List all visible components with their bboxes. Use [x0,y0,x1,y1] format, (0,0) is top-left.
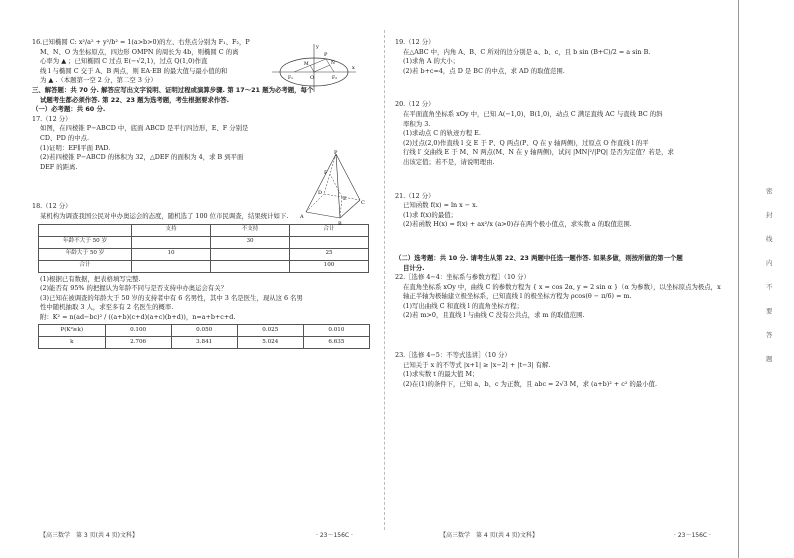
q21-line-1: 21.（12 分） [395,191,435,200]
right-page [395,38,725,389]
page-divider [384,30,385,530]
q19-line-1: 19.（12 分） [395,38,435,46]
q17-line-2: 如图，在四棱锥 P−ABCD 中，底面 ABCD 是平行四边形，E、F 分别是 [40,124,249,133]
fig1-o: O [310,75,315,81]
fig2-b: B [338,221,342,226]
q20-line-3: 率积为 3. [403,119,431,128]
q20-line-4: (1)求动点 C 的轨迹方程 E. [403,129,481,138]
q20-line-5: (2)过点(2,0)作直线 l 交 E 于 P、Q 两点(P、Q 在 y 轴两侧)，过原点 O 作直线 l 的平 [403,138,649,147]
q17-line-4: (1)证明：EF∥平面 PAD. [40,143,111,152]
table2-r3: 5.024 [237,337,303,349]
q19-line-3: (1)求角 A 的大小； [403,57,460,66]
footer-left-code: · 23－156C · [316,532,353,539]
table2-h3: 0.025 [237,325,303,337]
table2-r4: 6.635 [303,337,369,349]
table1-r1c0: 年龄大于 50 岁 [39,248,132,260]
seal-char-6: 要 [766,307,773,315]
fig1-n: N [331,61,335,66]
q20-line-1: 20.（12 分） [395,100,435,109]
pyramid-figure [298,150,368,226]
survey-table [38,224,369,273]
q18-sub-3: (3)已知在被调查的年龄大于 50 岁的支持者中有 6 名男性，其中 3 名是医生，现从这 6 名男 [40,293,303,302]
required-title: （一）必考题：共 60 分. [32,105,106,114]
q18-sub-2: (2)能否有 95% 的把握认为年龄不同与是否支持申办奥运会有关？ [40,284,228,293]
section-3-note: 试题考生都必须作答. 第 22、23 题为选考题，考生根据要求作答. [40,95,230,104]
seal-char-7: 答 [766,331,773,339]
q17-line-1: 17.（12 分） [32,114,72,123]
fig1-f1: F₁ [288,76,293,81]
q16-line-1: 16.已知椭圆 C: x²/a² + y²/b² = 1(a>b>0)的左、右焦点分别为 F₁、F₂，P [32,38,250,46]
table1-r0c3 [290,236,369,248]
table2-r0: k [39,337,106,349]
fig1-p: P [324,52,328,58]
seal-char-3: 线 [766,235,773,243]
elective-title: （二）选考题：共 10 分. 请考生从第 22、23 两题中任选一题作答. 如果多做，则按所做的第一个题 [395,253,683,262]
table1-r1c1: 10 [132,248,211,260]
table2-h2: 0.050 [171,325,237,337]
table1-h0 [39,224,132,236]
footer-right: 【高三数学 第 4 页(共 4 页)文科】 [440,532,538,539]
table2-h1: 0.100 [105,325,171,337]
q16-line-5: 为 ▲ .（本题第一空 2 分，第二空 3 分） [40,76,157,85]
q18-sub-3b: 性中随机抽取 3 人，求至多有 2 名医生的概率. [40,303,174,312]
table1-r1c3: 25 [290,248,369,260]
fig2-e: E [343,196,347,202]
q19-line-2: 在△ABC 中，内角 A、B、C 所对的边分别是 a、b、c，且 b sin (B+C)/2 = a sin B. [403,47,651,56]
q17-line-3: CD、PD 的中点. [40,133,90,142]
q20-line-2: 在平面直角坐标系 xOy 中，已知 A(−1,0)，B(1,0)，动点 C 满足直线 AC 与直线 BC 的斜 [403,109,663,118]
q18-line-2: 某机构为调查我国公民对申办奥运会的态度，随机选了 100 位市民调查，结果统计如下. [40,211,289,220]
seal-char-2: 封 [766,211,773,219]
table1-r1c2 [211,248,290,260]
table1-r2c3: 100 [290,260,369,272]
q17-line-5: (2)若四棱锥 P−ABCD 的体积为 32，△DEF 的面积为 4，求 B 到平面 [40,153,244,162]
q18-sub-1: (1)根据已有数据，把表格填写完整. [40,274,141,283]
fig1-m: M [304,62,309,67]
table1-h2: 不支持 [211,224,290,236]
fig2-d: D [318,190,323,196]
q22-line-3: 轴正半轴为极轴建立极坐标系，已知直线 l 的极坐标方程为 ρcos(θ − π/6) = m. [403,292,632,301]
fig1-f2: F₂ [332,76,337,81]
table1-r2c0: 合计 [39,260,132,272]
q22-line-1: 22.［选修 4−4：坐标系与参数方程］（10 分） [395,273,530,282]
table2-h4: 0.010 [303,325,369,337]
seal-char-5: 不 [766,283,773,291]
q22-line-5: (2)若 m>0，且直线 l 与曲线 C 没有公共点，求 m 的取值范围. [403,311,585,320]
q22-line-2: 在直角坐标系 xOy 中，曲线 C 的参数方程为 { x = cos 2α, y = 2 sin α }（α 为参数），以坐标原点为极点，x [403,282,721,291]
fig1-x: x [352,65,355,71]
table1-h3: 合计 [290,224,369,236]
fig2-a: A [300,214,304,220]
elective-title-2: 目计分. [403,263,425,272]
q21-line-2: 已知函数 f(x) = ln x − x. [403,201,478,210]
q16-line-4: 线 l 与椭圆 C 交于 A、B 两点，则 EA·EB 的最大值与最小值的和 [40,66,228,75]
q18-line-1: 18.（12 分） [32,202,72,211]
q21-line-4: (2)若函数 H(x) = f(x) + ax²/x (a>0)存在两个极小值点，求实数 a 的取值范围. [403,220,632,229]
table2-h0: P(K²≥k) [39,325,106,337]
footer-left: 【高三数学 第 3 页(共 4 页)文科】 [40,532,138,539]
q23-line-1: 23.［选修 4−5：不等式选讲］（10 分） [395,351,511,360]
table2-r1: 2.706 [105,337,171,349]
table1-h1: 支持 [132,224,211,236]
table1-r0c0: 年龄不大于 50 岁 [39,236,132,248]
q20-line-7: 出该定值；若不是，请说明理由. [403,157,495,166]
critical-value-table [38,324,370,349]
seal-char-4: 内 [766,259,773,267]
q16-line-3: 心率为 ▲ ；已知椭圆 C 过点 E(−√2,1)，过点 Q(1,0)作直 [40,57,208,66]
binding-strip [738,0,794,558]
table1-r0c1 [132,236,211,248]
footer-right-code: · 23－156C · [674,532,711,539]
ellipse-figure [268,40,360,96]
q23-line-3: (1)求实数 t 的最大值 M； [403,370,479,379]
q23-line-4: (2)在(1)的条件下，已知 a、b、c 为正数，且 abc = 2√3 M，求 (a+b)² + c² 的最小值. [403,379,658,388]
q21-line-3: (1)求 f(x)的最值； [403,210,457,219]
fig2-c: C [361,200,365,206]
table1-r2c1 [132,260,211,272]
q18-formula: 附：K² = n(ad−bc)² / ((a+b)(c+d)(a+c)(b+d))，n=a+b+c+d. [40,312,236,321]
q23-line-2: 已知关于 x 的不等式 |x+1| ≥ |x−2| + |t−3| 有解. [403,360,551,369]
fig2-p: P [334,150,338,156]
table2-r2: 3.841 [171,337,237,349]
table1-r0c2: 30 [211,236,290,248]
seal-char-8: 题 [766,355,773,363]
section-3-title: 三、解答题：共 70 分. 解答应写出文字说明、证明过程或演算步骤. 第 17～21 题为必考题，每个 [32,85,314,94]
q20-line-6: 行线 l′ 交曲线 E 于 M、N 两点(M、N 在 y 轴两侧)，试问 |MN|²/|PQ| 是否为定值？若是，求 [403,148,674,157]
q19-line-4: (2)若 b+c=4，点 D 是 BC 的中点，求 AD 的取值范围. [403,66,565,75]
q17-line-6: DEF 的距离. [40,162,78,171]
q22-line-4: (1)写出曲线 C 和直线 l 的直角坐标方程； [403,301,523,310]
table1-r2c2 [211,260,290,272]
fig2-f: F [324,170,328,176]
seal-char-1: 密 [766,187,773,195]
fig1-y: y [316,44,319,50]
q16-line-2: M、N、O 为坐标原点，四边形 OMPN 的周长为 4b，则椭圆 C 的离 [40,47,239,56]
